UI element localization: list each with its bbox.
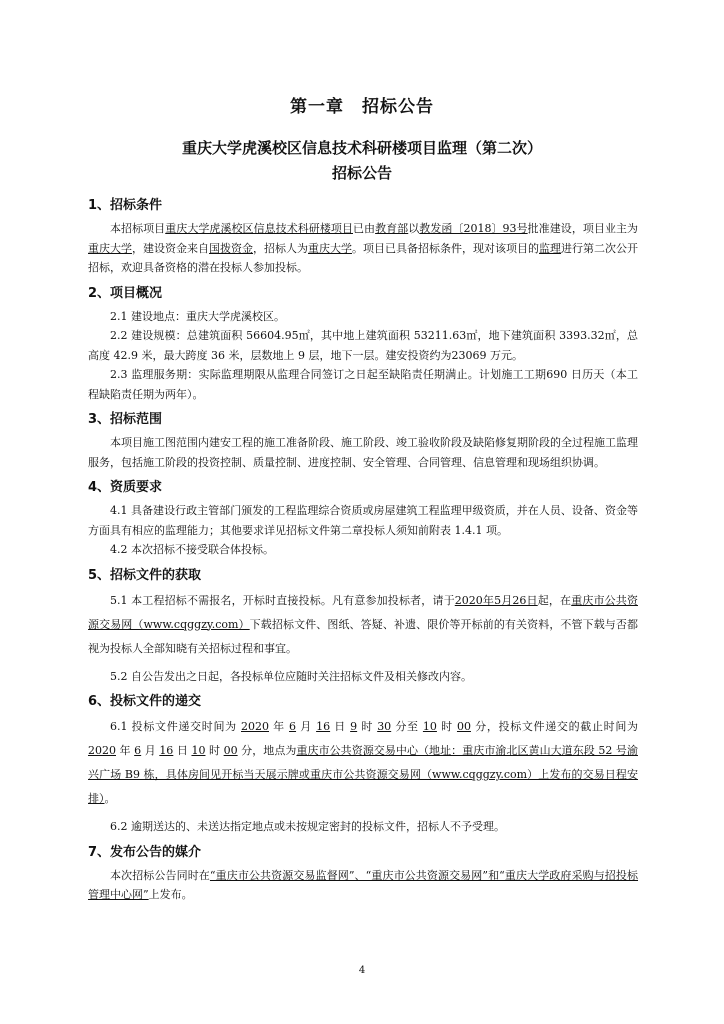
section-4-joint-venture: 4.2 本次招标不接受联合体投标。 [110, 543, 274, 556]
section-2-heading: 2、项目概况 [88, 285, 163, 301]
section-3-paragraph: 本项目施工图范围内建安工程的施工准备阶段、施工阶段、竣工验收阶段及缺陷修复期阶段的全过程施工监理服务，包括施工阶段的投资控制、质量控制、进度控制、安全管理、合同管理、信息管理和现场组织协调。 [88, 436, 638, 469]
section-6-submission: 6.1 投标文件递交时间为 2020 年 6 月 16 日 9 时 30 分至 10 时 00 分，投标文件递交的截止时间为 2020 年 6 月 16 日 10 时 00 分，地点为重庆市公共资源交易中心（地址：重庆市渝北区黄山大道东段 52 号渝兴广场 B9 栋，具体房间见开标当天展示牌或重庆市公共资源交易网（www.cqggzy.com）上发布的交易日程安排）。 [88, 720, 639, 805]
document-body [88, 190, 638, 905]
section-7-paragraph: 本次招标公告同时在“重庆市公共资源交易监督网”、“重庆市公共资源交易网”和“重庆大学政府采购与招投标管理中心网”上发布。 [88, 868, 639, 901]
section-6-late-rule: 6.2 逾期送达的、未送达指定地点或未按规定密封的投标文件，招标人不予受理。 [110, 820, 505, 833]
section-6-heading: 6、投标文件的递交 [88, 694, 202, 709]
section-2-scale: 2.2 建设规模：总建筑面积 56604.95㎡，其中地上建筑面积 53211.63㎡，地下建筑面积 3393.32㎡，总高度 42.9 米，最大跨度 36 米，层数地上 9 层，地下一层。建安投资约为23069 万元。 [88, 329, 638, 362]
section-7-heading: 7、发布公告的媒介 [88, 844, 202, 860]
trading-site-link: 重庆市公共资源交易网（www.cqggzy.com） [88, 593, 638, 631]
chapter-title: 第一章 招标公告 [290, 97, 434, 117]
section-5-notice: 5.2 自公告发出之日起，各投标单位应随时关注招标文件及相关修改内容。 [110, 669, 472, 683]
section-5-heading: 5、招标文件的获取 [88, 567, 202, 583]
section-4-qualification: 4.1 具备建设行政主管部门颁发的工程监理综合资质或房屋建筑工程监理甲级资质，并在人员、设备、资金等方面具有相应的监理能力；其他要求详见招标文件第二章投标人须知前附表 1.4.1 项。 [88, 504, 638, 537]
project-title: 重庆大学虎溪校区信息技术科研楼项目监理（第二次） [181, 139, 542, 157]
section-1-heading: 1、招标条件 [88, 198, 163, 213]
section-2-location: 2.1 建设地点：重庆大学虎溪校区。 [110, 309, 285, 323]
section-5-download: 5.1 本工程招标不需报名，开标时直接投标。凡有意参加投标者，请于2020年5月26日起，在重庆市公共资源交易网（www.cqggzy.com）下载招标文件、图纸、答疑、补遗、限价等开标前的有关资料，不管下载与否都视为投标人全部知晓有关招标过程和事宜。 [88, 593, 638, 655]
section-4-heading: 4、资质要求 [88, 480, 163, 495]
section-1-paragraph: 本招标项目重庆大学虎溪校区信息技术科研楼项目已由教育部以教发函〔2018〕93号批准建设，项目业主为重庆大学，建设资金来自国拨资金，招标人为重庆大学。项目已具备招标条件，现对该项目的监理进行第二次公开招标，欢迎具备资格的潜在投标人参加投标。 [88, 222, 639, 274]
submission-place: 重庆市公共资源交易中心（地址：重庆市渝北区黄山大道东段 52 号渝兴广场 B9 栋，具体房间见开标当天展示牌或重庆市公共资源交易网（www.cqggzy.com）上发布的交易日程安排） [88, 744, 638, 805]
section-3-heading: 3、招标范围 [88, 412, 163, 427]
section-2-service-period: 2.3 监理服务期：实际监理期限从监理合同签订之日起至缺陷责任期满止。计划施工工期690 日历天（本工程缺陷责任期为两年）。 [88, 368, 638, 401]
page-number: 4 [358, 965, 366, 976]
notice-title: 招标公告 [331, 164, 392, 182]
